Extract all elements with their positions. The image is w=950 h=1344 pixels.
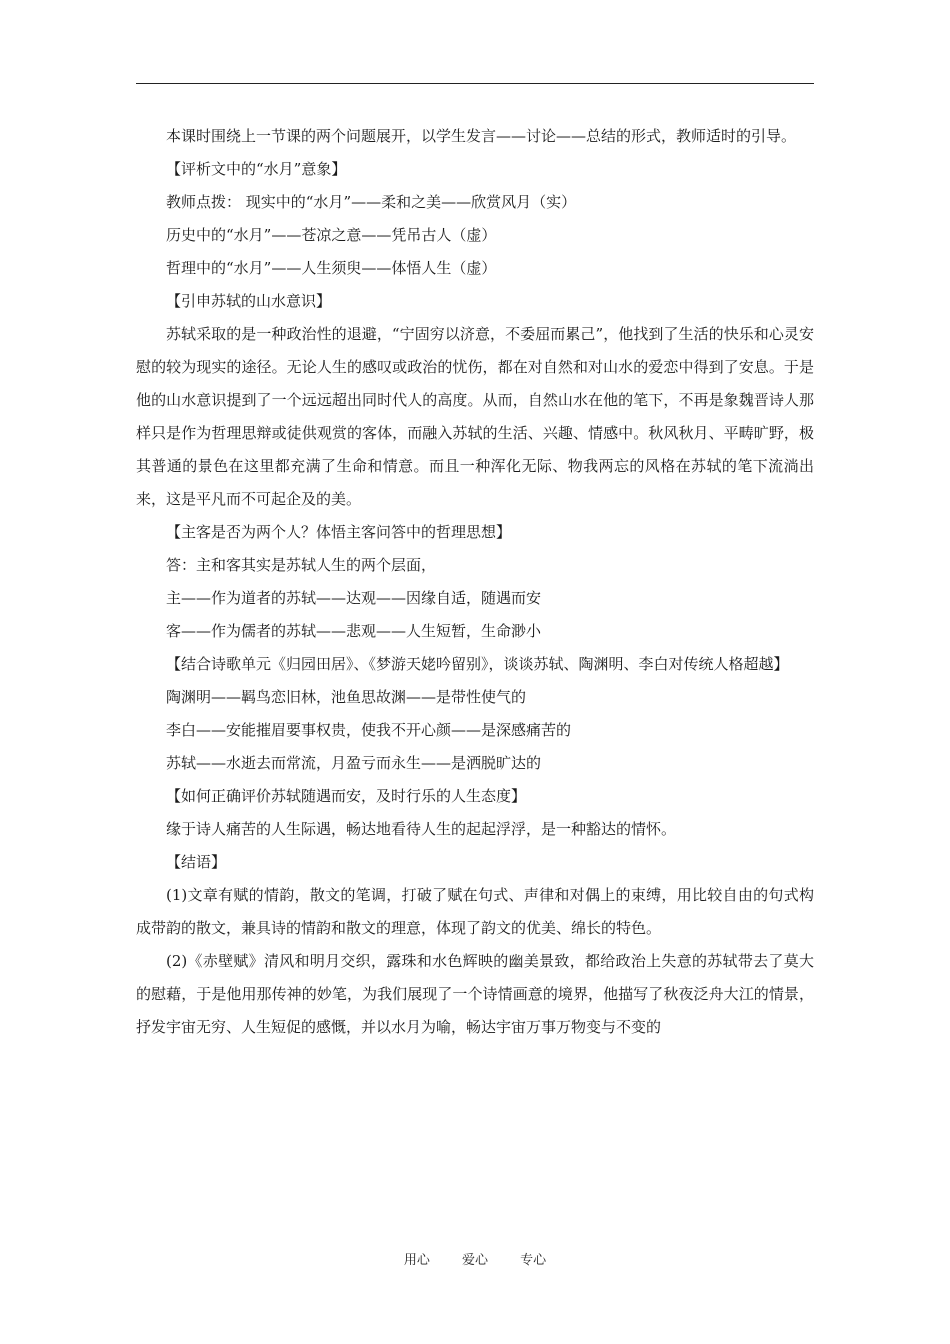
paragraph-teacher-tip: 教师点拨： 现实中的“水月”——柔和之美——欣赏风月（实）: [166, 193, 577, 211]
section-heading-host-guest: 【主客是否为两个人？体悟主客问答中的哲理思想】: [166, 523, 512, 541]
section-heading-landscape: 【引申苏轼的山水意识】: [166, 292, 332, 310]
header-rule: [136, 83, 814, 84]
section-heading-conclusion: 【结语】: [166, 853, 227, 871]
footer-item: 专心: [520, 1253, 547, 1268]
paragraph-tao-yuanming: 陶渊明——羁鸟恋旧林，池鱼思故渊——是带性使气的: [166, 688, 527, 706]
paragraph-philosophy: 哲理中的“水月”——人生须臾——体悟人生（虚）: [166, 259, 497, 277]
paragraph-landscape-consciousness: 苏轼采取的是一种政治性的退避，“宁固穷以济意，不委屈而累己”，他找到了生活的快乐和心灵安慰的较为现实的途径。无论人生的感叹或政治的忧伤，都在对自然和对山水的爱恋中得到了安息。于是他的山水意识提到了一个远远超出同时代人的高度。从而，自然山水在他的笔下，不再是象魏晋诗人那样只是作为哲理思辩或徒供观赏的客体，而融入苏轼的生活、兴趣、情感中。秋风秋月、平畴旷野，极其普通的景色在这里都充满了生命和情意。而且一种浑化无际、物我两忘的风格在苏轼的笔下流淌出来，这是平凡而不可起企及的美。: [136, 325, 814, 508]
footer-item: 用心: [403, 1253, 430, 1268]
section-heading-water-moon: 【评析文中的“水月”意象】: [166, 160, 347, 178]
paragraph-li-bai: 李白——安能摧眉要事权贵，使我不开心颜——是深感痛苦的: [166, 721, 572, 739]
document-body: [136, 120, 814, 1044]
page-footer: [0, 1249, 950, 1268]
paragraph-conclusion-1: (1)文章有赋的情韵，散文的笔调，打破了赋在句式、声律和对偶上的束缚，用比较自由的句式构成带韵的散文，兼具诗的情韵和散文的理意，体现了韵文的优美、绵长的特色。: [136, 886, 814, 937]
paragraph-answer: 答：主和客其实是苏轼人生的两个层面，: [166, 556, 437, 574]
paragraph-guest: 客——作为儒者的苏轼——悲观——人生短暂，生命渺小: [166, 622, 542, 640]
paragraph-conclusion-2: (2)《赤壁赋》清风和明月交织，露珠和水色辉映的幽美景致，都给政治上失意的苏轼带去了莫大的慰藉，于是他用那传神的妙笔，为我们展现了一个诗情画意的境界，他描写了秋夜泛舟大江的情景，抒发宇宙无穷、人生短促的感慨，并以水月为喻，畅达宇宙万事万物变与不变的: [136, 952, 814, 1036]
paragraph-host: 主——作为道者的苏轼——达观——因缘自适，随遇而安: [166, 589, 542, 607]
paragraph-su-shi: 苏轼——水逝去而常流，月盈亏而永生——是洒脱旷达的: [166, 754, 542, 772]
paragraph-intro: 本课时围绕上一节课的两个问题展开，以学生发言——讨论——总结的形式，教师适时的引导。: [166, 127, 797, 145]
paragraph-evaluation: 缘于诗人痛苦的人生际遇，畅达地看待人生的起起浮浮，是一种豁达的情怀。: [166, 820, 677, 838]
paragraph-history: 历史中的“水月”——苍凉之意——凭吊古人（虚）: [166, 226, 497, 244]
footer-item: 爱心: [461, 1253, 488, 1268]
section-heading-poetry-unit: 【结合诗歌单元《归园田居》、《梦游天姥吟留别》，谈谈苏轼、陶渊明、李白对传统人格超越】: [166, 655, 789, 673]
section-heading-evaluation: 【如何正确评价苏轼随遇而安，及时行乐的人生态度】: [166, 787, 527, 805]
